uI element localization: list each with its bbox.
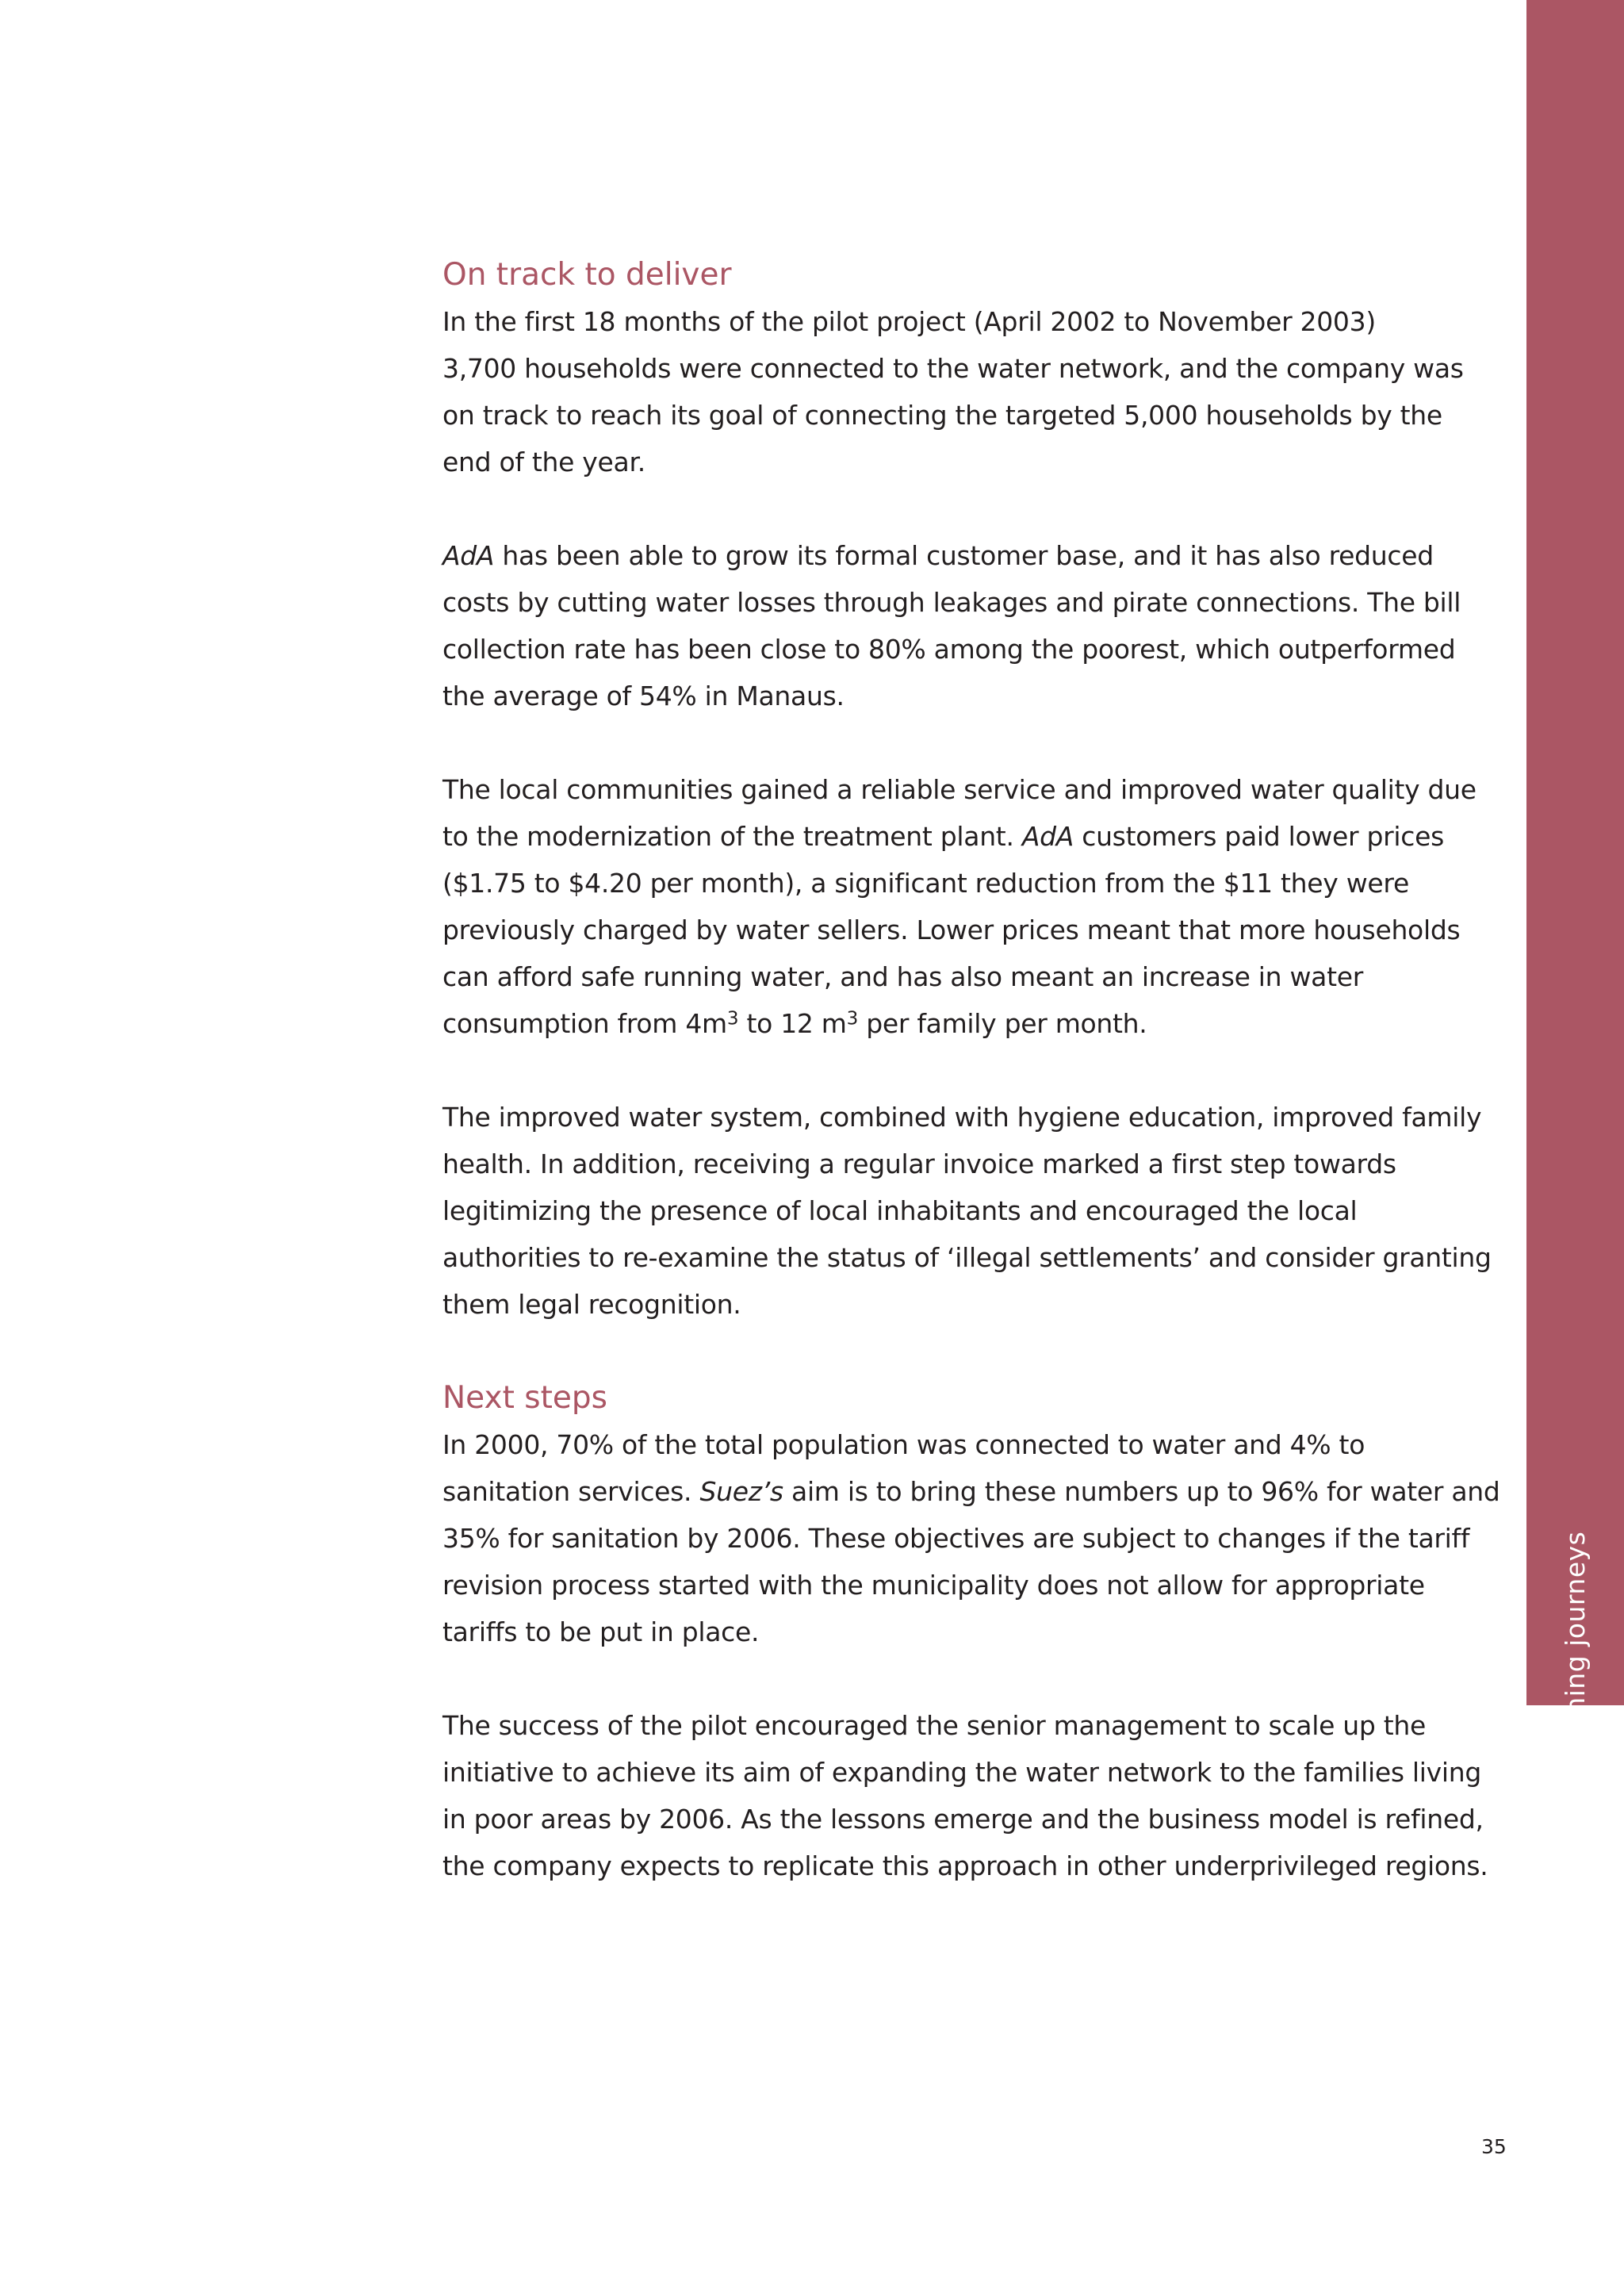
text-line [442,532,1489,579]
text-line: collection rate has been close to 80% among the poorest, which outperformed [442,634,1456,665]
text-line: The local communities gained a reliable service and improved water quality due [442,774,1477,805]
text-fragment: per family per month. [858,1008,1147,1039]
section-side-tab [1526,0,1624,1824]
text-line: costs by cutting water losses through leakages and pirate connections. The bill [442,587,1461,618]
text-line: 3,700 households were connected to the water network, and the company was [442,353,1464,384]
text-line: In 2000, 70% of the total population was connected to water and 4% to [442,1429,1365,1460]
text-line: the company expects to replicate this approach in other underprivileged regions. [442,1850,1488,1881]
text-line: previously charged by water sellers. Lower prices meant that more households [442,915,1461,945]
text-line: legitimizing the presence of local inhabitants and encouraged the local [442,1195,1358,1226]
heading-on-track: On track to deliver [442,257,732,293]
text-fragment: to the modernization of the treatment plant. [442,821,1022,852]
paragraph-scale-up [442,1702,1489,1889]
heading-next-steps: Next steps [442,1380,607,1416]
text-line: tariffs to be put in place. [442,1616,760,1647]
main-content [442,252,1500,1936]
page-number: 35 [1481,2135,1507,2158]
text-line: The success of the pilot encouraged the senior management to scale up the [442,1710,1426,1741]
text-line: The improved water system, combined with hygiene education, improved family [442,1102,1482,1133]
text-line [442,1000,1489,1047]
text-line: revision process started with the municipality does not allow for appropriate [442,1570,1425,1601]
text-fragment: sanitation services. [442,1476,700,1507]
side-tab-label: The learning journeys [1559,1531,1591,1824]
text-line: end of the year. [442,447,645,477]
text-line: in poor areas by 2006. As the lessons emerge and the business model is refined, [442,1804,1484,1835]
text-line: on track to reach its goal of connecting the targeted 5,000 households by the [442,400,1442,431]
text-line: ($1.75 to $4.20 per month), a significant reduction from the $11 they were [442,868,1409,899]
text-line: authorities to re-examine the status of ‘illegal settlements’ and consider granting [442,1242,1492,1273]
company-name-ada: AdA [442,540,495,571]
paragraph-local-communities [442,766,1489,1047]
superscript: 3 [846,1008,859,1030]
paragraph-pilot-results [442,298,1489,485]
text-line [442,813,1489,860]
text-line: them legal recognition. [442,1289,741,1320]
text-fragment: aim is to bring these numbers up to 96% for water and [783,1476,1500,1507]
text-line: health. In addition, receiving a regular invoice marked a first step towards [442,1148,1396,1179]
text-fragment: has been able to grow its formal customer base, and it has also reduced [494,540,1434,571]
company-name-suez: Suez’s [699,1476,783,1507]
text-fragment: to 12 m [738,1008,847,1039]
company-name-ada: AdA [1021,821,1074,852]
text-line: In the first 18 months of the pilot project (April 2002 to November 2003) [442,306,1376,337]
text-line: can afford safe running water, and has also meant an increase in water [442,961,1363,992]
text-line [442,1468,1500,1515]
text-line: 35% for sanitation by 2006. These objectives are subject to changes if the tariff [442,1523,1470,1554]
text-line: initiative to achieve its aim of expanding the water network to the families living [442,1757,1482,1788]
paragraph-customer-base [442,532,1489,719]
superscript: 3 [726,1008,739,1030]
text-fragment: consumption from 4m [442,1008,727,1039]
text-line: the average of 54% in Manaus. [442,681,845,711]
paragraph-targets [442,1421,1500,1655]
text-fragment: customers paid lower prices [1074,821,1445,852]
paragraph-water-system [442,1094,1492,1328]
